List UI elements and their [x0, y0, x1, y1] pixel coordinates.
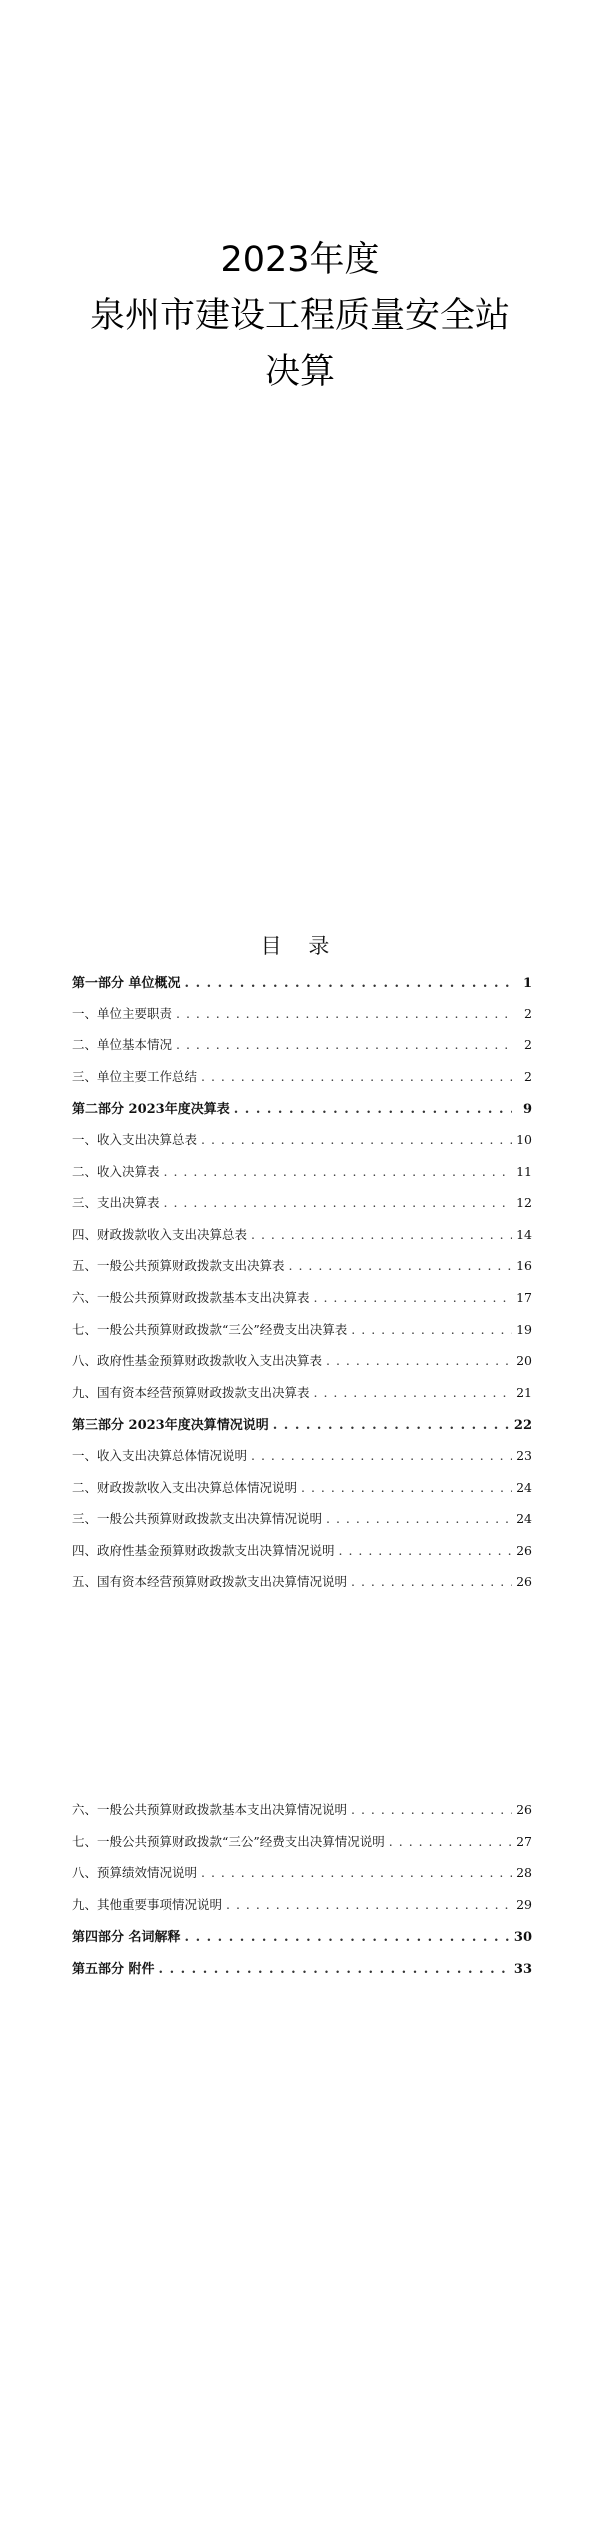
toc-leader-dots: [159, 1962, 510, 1977]
toc-leader-dots: [234, 1102, 512, 1117]
toc-entry-label: 三、支出决算表: [72, 1195, 160, 1211]
toc-leader-dots: [326, 1511, 512, 1526]
toc-entry[interactable]: [72, 1225, 532, 1257]
toc-entry[interactable]: [72, 1800, 532, 1832]
toc-entry-page-number: 20: [516, 1353, 532, 1369]
toc-entry-label: 第二部分 2023年度决算表: [72, 1102, 230, 1118]
toc-leader-dots: [201, 1069, 512, 1084]
toc-entry-page-number: 22: [513, 1418, 532, 1434]
toc-entry-page-number: 16: [516, 1258, 532, 1274]
toc-entry-page-number: 28: [516, 1865, 532, 1881]
toc-entry[interactable]: [72, 1509, 532, 1541]
toc-entry[interactable]: [72, 1383, 532, 1415]
toc-entry-label: 三、一般公共预算财政拨款支出决算情况说明: [72, 1511, 323, 1527]
toc-entry-label: 一、收入支出决算总表: [72, 1131, 198, 1147]
toc-entry-page-number: 26: [516, 1542, 532, 1558]
toc-entry-label: 七、一般公共预算财政拨款“三公”经费支出决算情况说明: [72, 1833, 385, 1849]
toc-entry-label: 五、一般公共预算财政拨款支出决算表: [72, 1258, 285, 1274]
cover-title-organization: 泉州市建设工程质量安全站: [89, 296, 510, 336]
toc-section-entry[interactable]: [72, 972, 532, 1004]
toc-entry-label: 一、收入支出决算总体情况说明: [72, 1447, 248, 1463]
toc-leader-dots: [351, 1322, 512, 1337]
toc-entry[interactable]: [72, 1572, 532, 1604]
toc-leader-dots: [176, 1037, 512, 1052]
toc-section-entry[interactable]: [72, 1926, 532, 1958]
toc-page-2: [0, 1800, 600, 2546]
toc-entry[interactable]: [72, 1288, 532, 1320]
toc-list: [72, 972, 532, 1604]
toc-entry-page-number: 21: [516, 1384, 532, 1400]
toc-entry-page-number: 12: [516, 1195, 532, 1211]
toc-entry-label: 三、单位主要工作总结: [72, 1068, 198, 1084]
toc-entry-label: 二、单位基本情况: [72, 1037, 173, 1053]
toc-entry-page-number: 29: [516, 1896, 532, 1912]
toc-entry-label: 四、财政拨款收入支出决算总表: [72, 1226, 248, 1242]
toc-entry-label: 第一部分 单位概况: [72, 976, 181, 991]
toc-entry-page-number: 9: [522, 1102, 532, 1118]
toc-entry-page-number: 17: [516, 1289, 532, 1305]
toc-leader-dots: [185, 976, 512, 991]
toc-entry-label: 六、一般公共预算财政拨款基本支出决算情况说明: [72, 1802, 348, 1817]
toc-entry[interactable]: [72, 1193, 532, 1225]
toc-entry-page-number: 24: [516, 1479, 532, 1495]
toc-entry-label: 五、国有资本经营预算财政拨款支出决算情况说明: [72, 1574, 348, 1590]
toc-entry[interactable]: [72, 1035, 532, 1067]
toc-list-continued: [72, 1800, 532, 1990]
toc-section-entry[interactable]: [72, 1414, 532, 1446]
toc-entry[interactable]: [72, 1162, 532, 1194]
toc-entry-label: 七、一般公共预算财政拨款“三公”经费支出决算表: [72, 1321, 348, 1337]
toc-leader-dots: [301, 1480, 512, 1495]
toc-leader-dots: [164, 1195, 512, 1210]
toc-page-1: [0, 900, 600, 1800]
toc-entry-page-number: 27: [516, 1833, 532, 1849]
toc-entry[interactable]: [72, 1256, 532, 1288]
toc-leader-dots: [326, 1353, 512, 1368]
toc-leader-dots: [251, 1227, 512, 1242]
toc-entry-label: 六、一般公共预算财政拨款基本支出决算表: [72, 1289, 310, 1305]
toc-leader-dots: [389, 1834, 512, 1849]
cover-title-year: 2023年度: [220, 240, 380, 280]
toc-leader-dots: [289, 1258, 512, 1273]
toc-entry-label: 第三部分 2023年度决算情况说明: [72, 1418, 269, 1434]
toc-entry-page-number: 11: [516, 1163, 532, 1179]
toc-leader-dots: [314, 1290, 512, 1305]
toc-entry-page-number: 24: [516, 1511, 532, 1527]
toc-entry-page-number: 19: [516, 1321, 532, 1337]
toc-leader-dots: [201, 1865, 512, 1880]
toc-entry-label: 二、收入决算表: [72, 1163, 160, 1179]
toc-entry-page-number: 30: [513, 1930, 532, 1946]
toc-entry[interactable]: [72, 1895, 532, 1927]
toc-entry-label: 九、其他重要事项情况说明: [72, 1896, 223, 1912]
toc-entry-label: 四、政府性基金预算财政拨款支出决算情况说明: [72, 1542, 335, 1558]
toc-entry-label: 二、财政拨款收入支出决算总体情况说明: [72, 1479, 298, 1495]
toc-entry-page-number: 23: [516, 1447, 532, 1463]
toc-entry[interactable]: [72, 1067, 532, 1099]
toc-entry-page-number: 2: [524, 1005, 532, 1021]
cover-page: [0, 0, 600, 900]
toc-section-entry[interactable]: [72, 1098, 532, 1130]
toc-leader-dots: [351, 1574, 512, 1589]
toc-entry[interactable]: [72, 1832, 532, 1864]
toc-entry-label: 一、单位主要职责: [72, 1005, 173, 1021]
toc-entry[interactable]: [72, 1351, 532, 1383]
cover-title: [0, 232, 600, 400]
toc-entry-label: 九、国有资本经营预算财政拨款支出决算表: [72, 1384, 310, 1400]
toc-leader-dots: [314, 1385, 512, 1400]
toc-entry-page-number: 26: [516, 1802, 532, 1817]
toc-entry-label: 八、预算绩效情况说明: [72, 1865, 198, 1881]
toc-entry[interactable]: [72, 1446, 532, 1478]
cover-title-document: 决算: [264, 352, 335, 392]
toc-heading: 目 录: [260, 934, 340, 958]
toc-leader-dots: [201, 1132, 512, 1147]
toc-entry[interactable]: [72, 1478, 532, 1510]
toc-leader-dots: [185, 1930, 510, 1945]
toc-leader-dots: [251, 1448, 512, 1463]
toc-entry-label: 八、政府性基金预算财政拨款收入支出决算表: [72, 1353, 323, 1369]
toc-entry-page-number: 2: [524, 1037, 532, 1053]
toc-entry[interactable]: [72, 1541, 532, 1573]
toc-leader-dots: [226, 1897, 512, 1912]
toc-section-entry[interactable]: [72, 1958, 532, 1990]
toc-entry-page-number: 33: [513, 1961, 532, 1977]
toc-entry-page-number: 14: [516, 1226, 532, 1242]
toc-entry-label: 第五部分 附件: [72, 1961, 155, 1977]
toc-entry-label: 第四部分 名词解释: [72, 1930, 181, 1946]
toc-entry-page-number: 2: [524, 1068, 532, 1084]
toc-leader-dots: [273, 1418, 510, 1433]
toc-entry[interactable]: [72, 1320, 532, 1352]
toc-entry-page-number: 1: [522, 976, 532, 991]
toc-entry-page-number: 26: [516, 1574, 532, 1590]
toc-entry[interactable]: [72, 1130, 532, 1162]
toc-leader-dots: [351, 1802, 512, 1817]
toc-entry-page-number: 10: [516, 1131, 532, 1147]
toc-leader-dots: [176, 1006, 512, 1021]
toc-leader-dots: [339, 1543, 512, 1558]
toc-leader-dots: [164, 1164, 512, 1179]
toc-entry[interactable]: [72, 1863, 532, 1895]
toc-entry[interactable]: [72, 1004, 532, 1036]
